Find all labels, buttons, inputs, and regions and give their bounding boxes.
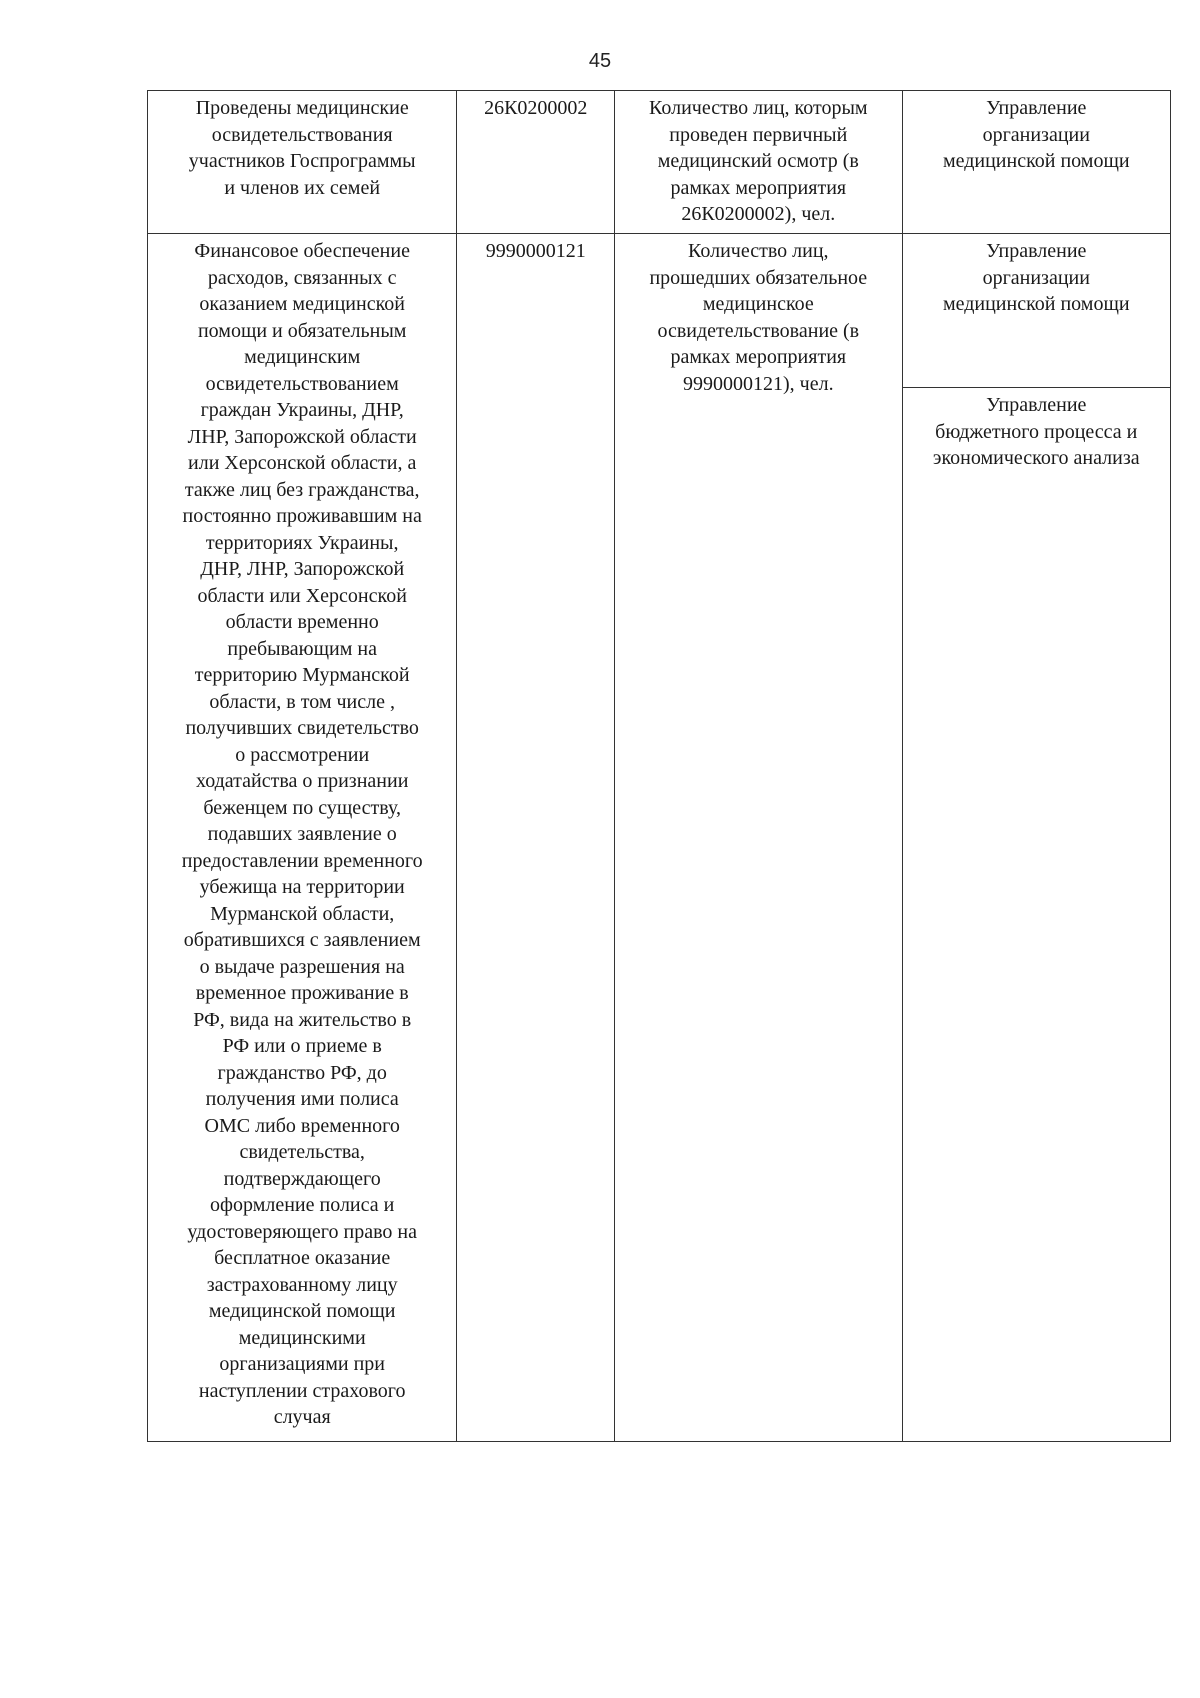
events-table [147, 90, 1171, 1442]
code-cell: 9990000121 [457, 234, 615, 1441]
event-cell: Проведены медицинские освидетельствования участников Госпрограммы и членов их семей [148, 91, 457, 233]
indicator-cell: Количество лиц, прошедших обязательное медицинское освидетельствование (в рамках мероприятия 9990000121), чел. [615, 234, 902, 1441]
table-row [148, 234, 1170, 1441]
responsible-cell [903, 234, 1170, 1441]
responsible-entry: Управление организации медицинской помощи [942, 97, 1130, 172]
code-cell: 26К0200002 [457, 91, 615, 233]
responsible-entry: Управление организации медицинской помощи [903, 234, 1170, 388]
indicator-cell: Количество лиц, которым проведен первичный медицинский осмотр (в рамках мероприятия 26К0200002), чел. [615, 91, 902, 233]
responsible-cell [903, 91, 1170, 233]
event-cell: Финансовое обеспечение расходов, связанных с оказанием медицинской помощи и обязательным медицинским освидетельствованием граждан Украины, ДНР, ЛНР, Запорожской области или Херсонской области, а также лиц без гражданства, постоянно проживавшим на территориях Украины, ДНР, ЛНР, Запорожской области или Херсонской области временно пребывающим на территорию Мурманской области, в том числе , получивших свидетельство о рассмотрении ходатайства о признании беженцем по существу, подавших заявление о предоставлении временного убежища на территории Мурманской области, обратившихся с заявлением о выдаче разрешения на временное проживание в РФ, вида на жительство в РФ или о приеме в гражданство РФ, до получения ими полиса ОМС либо временного свидетельства, подтверждающего оформление полиса и удостоверяющего право на бесплатное оказание застрахованному лицу медицинской помощи медицинскими организациями при наступлении страхового случая [148, 234, 457, 1441]
responsible-entry: Управление бюджетного процесса и экономического анализа [932, 394, 1140, 469]
table-row [148, 91, 1170, 234]
page-number: 45 [588, 50, 612, 72]
